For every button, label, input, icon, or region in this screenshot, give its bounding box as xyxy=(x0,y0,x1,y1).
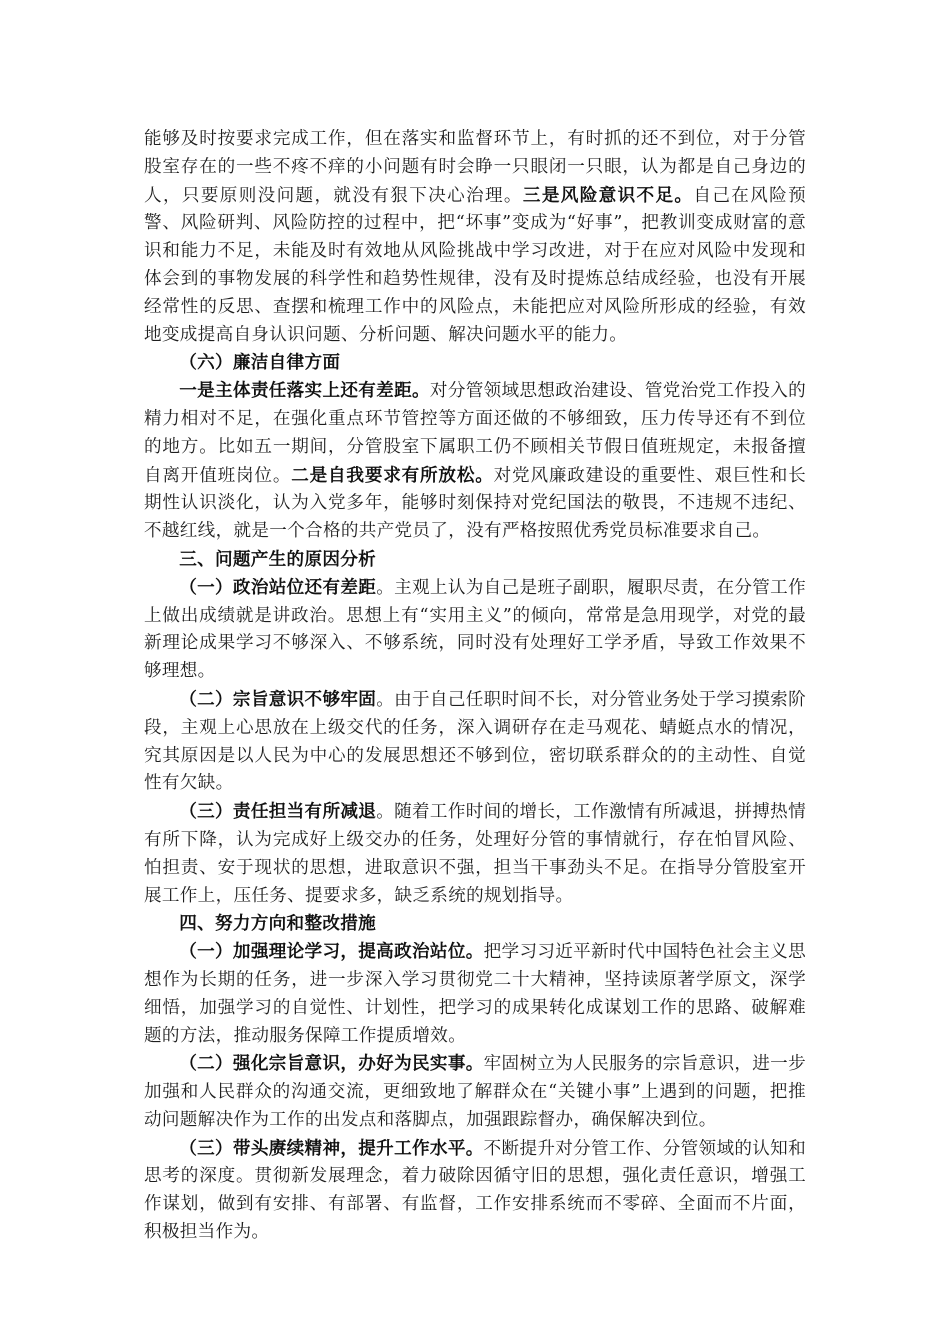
paragraph-purpose-awareness xyxy=(144,686,806,798)
paragraph-text: 。主观上认为自己是班子副职，履职尽责，在分管工作上做出成绩就是讲政治。思想上有“实用主义”的倾向，常常是急用现学，对党的最新理论成果学习不够深入、不够系统，同时没有处理好工学矛盾，导致工作效果不够理想。 xyxy=(144,577,806,682)
paragraph-text: 对分管领域思想政治建设、管党治党工作投入的精力相对不足，在强化重点环节管控等方面还做的不够细致，压力传导还有不到位的地方。比如五一期间，分管股室下属职工仍不顾相关节假日值班规定，未报备擅自离开值班岗位。 xyxy=(144,381,806,486)
paragraph-political-stance xyxy=(144,574,806,686)
paragraph-text: 能够及时按要求完成工作，但在落实和监督环节上，有时抓的还不到位，对于分管股室存在的一些不疼不痒的小问题有时会睁一只眼闭一只眼，认为都是自己身边的人，只要原则没问题，就没有狠下决心治理。 xyxy=(144,129,806,206)
bold-lead: （三）带头赓续精神，提升工作水平。 xyxy=(179,1137,484,1159)
bold-lead: （二）宗旨意识不够牢固 xyxy=(179,688,377,710)
paragraph-theory-study xyxy=(144,938,806,1050)
paragraph-responsibility xyxy=(144,798,806,910)
paragraph-integrity xyxy=(144,377,806,546)
paragraph-work-level xyxy=(144,1135,806,1247)
paragraph-text: 把学习习近平新时代中国特色社会主义思想作为长期的任务，进一步深入学习贯彻党二十大精神，坚持读原著学原文，深学细悟，加强学习的自觉性、计划性，把学习的成果转化成谋划工作的思路、破解难题的方法，推动服务保障工作提质增效。 xyxy=(144,942,806,1046)
paragraph-text: 。随着工作时间的增长，工作激情有所减退，拼搏热情有所下降，认为完成好上级交办的任务，处理好分管的事情就行，存在怕冒风险、怕担责、安于现状的思想，进取意识不强，担当干事劲头不足。在指导分管股室开展工作上，压任务、提要求多，缺乏系统的规划指导。 xyxy=(144,802,806,906)
paragraph-text: 。由于自己任职时间不长，对分管业务处于学习摸索阶段，主观上心思放在上级交代的任务，深入调研存在走马观花、蜻蜓点水的情况，究其原因是以人民为中心的发展思想还不够到位，密切联系群众的的主动性、自觉性有欠缺。 xyxy=(144,689,806,794)
section-heading-cause-analysis: 三、问题产生的原因分析 xyxy=(179,548,377,570)
bold-lead: （三）责任担当有所减退 xyxy=(179,801,377,823)
paragraph-risk-awareness xyxy=(144,126,806,349)
bold-lead: 一是主体责任落实上还有差距。 xyxy=(179,380,430,402)
paragraph-text: 不断提升对分管工作、分管领域的认知和思考的深度。贯彻新发展理念，着力破除因循守旧的思想，强化责任意识，增强工作谋划，做到有安排、有部署、有监督，工作安排系统而不零碎、全面而不片面，积极担当作为。 xyxy=(144,1138,806,1243)
section-heading-integrity: （六）廉洁自律方面 xyxy=(179,352,341,374)
section-heading-measures: 四、努力方向和整改措施 xyxy=(179,913,377,935)
bold-lead: 二是自我要求有所放松。 xyxy=(291,464,494,486)
document-body xyxy=(144,126,806,1247)
bold-lead: （一）加强理论学习，提高政治站位。 xyxy=(179,941,484,963)
paragraph-text: 牢固树立为人民服务的宗旨意识，进一步加强和人民群众的沟通交流，更细致地了解群众在“关键小事”上遇到的问题，把推动问题解决作为工作的出发点和落脚点，加强跟踪督办，确保解决到位。 xyxy=(144,1054,806,1130)
paragraph-text: 对党风廉政建设的重要性、艰巨性和长期性认识淡化，认为入党多年，能够时刻保持对党纪国法的敬畏，不违规不违纪、不越红线，就是一个合格的共产党员了，没有严格按照优秀党员标准要求自己。 xyxy=(144,465,806,542)
bold-lead: （一）政治站位还有差距 xyxy=(179,576,377,598)
paragraph-serve-people xyxy=(144,1050,806,1134)
bold-lead: 三是风险意识不足。 xyxy=(522,184,694,206)
paragraph-text: 自己在风险预警、风险研判、风险防控的过程中，把“坏事”变成为“好事”，把教训变成财富的意识和能力不足，未能及时有效地从风险挑战中学习改进，对于在应对风险中发现和体会到的事物发展的科学性和趋势性规律，没有及时提炼总结成经验，也没有开展经常性的反思、查摆和梳理工作中的风险点，未能把应对风险所形成的经验，有效地变成提高自身认识问题、分析问题、解决问题水平的能力。 xyxy=(144,185,806,345)
bold-lead: （二）强化宗旨意识，办好为民实事。 xyxy=(179,1053,484,1075)
